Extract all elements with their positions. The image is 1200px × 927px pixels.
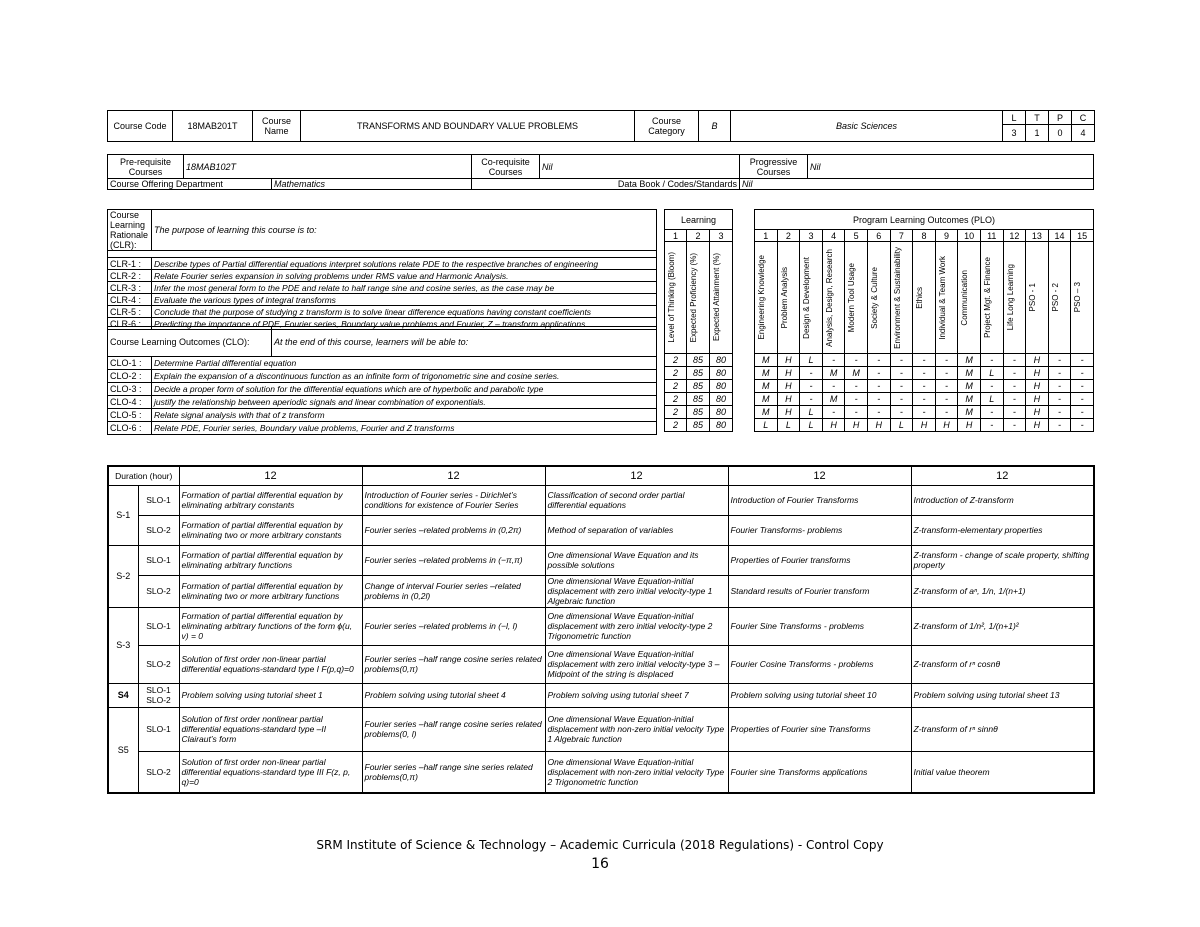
topic-cell: One dimensional Wave Equation-initial displacement with zero initial velocity-type 2 Trigonometric function — [545, 607, 728, 645]
plo-value: M — [822, 393, 845, 406]
plo-value: - — [980, 419, 1003, 432]
slo-label: SLO-1 — [138, 545, 179, 575]
plo-value: - — [1003, 393, 1026, 406]
plo-number: 13 — [1026, 230, 1049, 242]
plo-table — [754, 209, 1094, 432]
plo-value: - — [1071, 419, 1094, 432]
plo-value: H — [777, 367, 800, 380]
plo-value: H — [1026, 367, 1049, 380]
topic-cell: Method of separation of variables — [545, 515, 728, 545]
topic-cell: Solution of first order non-linear partial differential equations-standard type III F(z, p, q)=0 — [179, 751, 362, 793]
plo-value: H — [1026, 354, 1049, 367]
plo-value: - — [935, 380, 958, 393]
plo-value: H — [913, 419, 936, 432]
course-name-label: Course Name — [253, 111, 301, 142]
topic-cell: Solution of first order nonlinear partial differential equations-standard type –II Clairaut’s form — [179, 707, 362, 751]
learning-value: 85 — [687, 406, 710, 419]
course-header-table — [107, 110, 1095, 142]
plo-header: PSO - 1 — [1028, 283, 1038, 312]
topic-cell: Introduction of Fourier series - Dirichlet’s conditions for existence of Fourier Series — [362, 485, 545, 515]
plo-value: - — [1003, 380, 1026, 393]
plo-value: M — [958, 354, 981, 367]
plo-value: L — [890, 419, 913, 432]
learning-value: 80 — [710, 419, 733, 432]
plo-number: 7 — [890, 230, 913, 242]
duration-value: 12 — [911, 466, 1094, 485]
topic-cell: One dimensional Wave Equation-initial displacement with non-zero initial velocity Type 1 Algebraic function — [545, 707, 728, 751]
plo-value: - — [867, 354, 890, 367]
plo-number: 8 — [913, 230, 936, 242]
plo-value: M — [958, 406, 981, 419]
plo-header: Analysis, Design, Research — [824, 248, 834, 347]
plo-value: H — [1026, 419, 1049, 432]
session-label: S-3 — [108, 607, 138, 683]
databook-value: Nil — [740, 179, 1094, 190]
footer-text: SRM Institute of Science & Technology – Academic Curricula (2018 Regulations) - Control Copy — [316, 838, 884, 852]
ltpc-value: 3 — [1003, 125, 1026, 142]
duration-value: 12 — [728, 466, 911, 485]
learning-value: 85 — [687, 380, 710, 393]
topic-cell: Introduction of Fourier Transforms — [728, 485, 911, 515]
topic-cell: Fourier series –half range sine series related problems(0,π) — [362, 751, 545, 793]
plo-value: H — [777, 354, 800, 367]
plo-value: - — [913, 380, 936, 393]
plo-value: M — [822, 367, 845, 380]
topic-cell: Problem solving using tutorial sheet 1 — [179, 683, 362, 707]
plo-value: - — [935, 393, 958, 406]
prereq-label: Pre-requisite Courses — [108, 155, 184, 179]
plo-value: H — [958, 419, 981, 432]
plo-value: - — [867, 380, 890, 393]
plo-value: L — [980, 393, 1003, 406]
topic-cell: Formation of partial differential equation by eliminating arbitrary functions — [179, 545, 362, 575]
slo-label: SLO-2 — [138, 645, 179, 683]
plo-header: Modern Tool Usage — [847, 262, 857, 333]
plo-value: - — [1071, 367, 1094, 380]
topic-cell: Formation of partial differential equation by eliminating arbitrary constants — [179, 485, 362, 515]
plo-value: - — [913, 367, 936, 380]
plo-value: - — [1071, 393, 1094, 406]
course-category-label: Course Category — [635, 111, 699, 142]
plo-value: H — [1026, 406, 1049, 419]
learning-value: 2 — [665, 419, 687, 432]
dept-value: Mathematics — [272, 179, 472, 190]
course-code: 18MAB201T — [173, 111, 253, 142]
learning-value: 2 — [665, 393, 687, 406]
prereq-value: 18MAB102T — [184, 155, 472, 179]
plo-value: - — [935, 354, 958, 367]
plo-value: L — [755, 419, 778, 432]
clr-code: CLR-6 : — [108, 318, 152, 330]
session-label: S4 — [108, 683, 138, 707]
topic-cell: Fourier Transforms- problems — [728, 515, 911, 545]
topic-cell: One dimensional Wave Equation and its possible solutions — [545, 545, 728, 575]
plo-value: - — [867, 367, 890, 380]
clr-title: Course Learning Rationale (CLR): — [108, 210, 152, 251]
slo-label: SLO-1 — [138, 607, 179, 645]
topic-cell: Fourier series –half range cosine series related problems(0, l) — [362, 707, 545, 751]
plo-number: 5 — [845, 230, 868, 242]
topic-cell: One dimensional Wave Equation-initial displacement with zero initial velocity-type 1 Algebraic function — [545, 575, 728, 607]
duration-value: 12 — [545, 466, 728, 485]
plo-header: PSO - 2 — [1050, 283, 1060, 312]
plo-value: M — [755, 406, 778, 419]
learning-number: 3 — [710, 230, 733, 242]
learning-value: 80 — [710, 380, 733, 393]
plo-value: - — [800, 367, 823, 380]
learning-value: 2 — [665, 354, 687, 367]
learning-value: 2 — [665, 367, 687, 380]
slo-label: SLO-1 — [138, 485, 179, 515]
plo-value: - — [890, 380, 913, 393]
ltpc-label: T — [1026, 111, 1049, 125]
plo-header: Life Long Learning — [1005, 264, 1015, 331]
plo-value: - — [935, 406, 958, 419]
session-label: S5 — [108, 707, 138, 793]
learning-header: Expected Proficiency (%) — [689, 252, 698, 343]
databook-label: Data Book / Codes/Standards — [472, 179, 740, 190]
coreq-label: Co-requisite Courses — [472, 155, 540, 179]
ltpc-value: 1 — [1026, 125, 1049, 142]
slo-label: SLO-1 — [138, 707, 179, 751]
slo-label: SLO-2 — [138, 515, 179, 545]
clr-text: Relate Fourier series expansion in solving problems under RMS value and Harmonic Analysis. — [152, 270, 657, 282]
plo-value: L — [800, 406, 823, 419]
topic-cell: Classification of second order partial differential equations — [545, 485, 728, 515]
session-label: S-2 — [108, 545, 138, 607]
learning-value: 85 — [687, 393, 710, 406]
topic-cell: Properties of Fourier sine Transforms — [728, 707, 911, 751]
plo-value: - — [1003, 354, 1026, 367]
clo-code: CLO-1 : — [108, 357, 152, 370]
plo-value: L — [800, 419, 823, 432]
plo-header: Communication — [960, 269, 970, 326]
plo-value: - — [1048, 367, 1071, 380]
topic-cell: One dimensional Wave Equation-initial displacement with non-zero initial velocity Type 2 Trigonometric function — [545, 751, 728, 793]
topic-cell: Fourier Cosine Transforms - problems — [728, 645, 911, 683]
plo-value: H — [777, 406, 800, 419]
category-name: Basic Sciences — [731, 111, 1003, 142]
plo-value: - — [1003, 419, 1026, 432]
learning-number: 1 — [665, 230, 687, 242]
dept-label: Course Offering Department — [108, 179, 272, 190]
plo-number: 11 — [980, 230, 1003, 242]
topic-cell: Z-transform of rⁿ cosnθ — [911, 645, 1094, 683]
topic-cell: Z-transform of rⁿ sinnθ — [911, 707, 1094, 751]
topic-cell: Fourier Sine Transforms - problems — [728, 607, 911, 645]
clr-text: Infer the most general form to the PDE and relate to half range sine and cosine series, as the case may be — [152, 282, 657, 294]
plo-header: PSO – 3 — [1073, 282, 1083, 313]
duration-value: 12 — [179, 466, 362, 485]
ltpc-label: P — [1049, 111, 1072, 125]
plo-header: Society & Culture — [869, 266, 879, 329]
clo-text: Decide a proper form of solution for the differential equations which are of hyperbolic and parabolic type — [152, 383, 657, 396]
slo-label: SLO-2 — [138, 575, 179, 607]
plo-title: Program Learning Outcomes (PLO) — [755, 210, 1094, 230]
plo-value: H — [777, 393, 800, 406]
plo-value: - — [1048, 380, 1071, 393]
learning-number: 2 — [687, 230, 710, 242]
topic-cell: Initial value theorem — [911, 751, 1094, 793]
topic-cell: Solution of first order non-linear partial differential equations-standard type I F(p,q)=0 — [179, 645, 362, 683]
duration-label: Duration (hour) — [108, 466, 179, 485]
clo-intro: At the end of this course, learners will be able to: — [272, 327, 657, 357]
topic-cell: Problem solving using tutorial sheet 13 — [911, 683, 1094, 707]
plo-value: - — [1003, 406, 1026, 419]
plo-value: - — [1003, 367, 1026, 380]
clo-table — [107, 326, 657, 435]
slo-label: SLO-2 — [138, 751, 179, 793]
topic-cell: Fourier series –half range cosine series related problems(0,π) — [362, 645, 545, 683]
plo-value: - — [913, 406, 936, 419]
topic-cell: Fourier series –related problems in (−π,π) — [362, 545, 545, 575]
topic-cell: Z-transform - change of scale property, shifting property — [911, 545, 1094, 575]
topic-cell: Z-transform-elementary properties — [911, 515, 1094, 545]
topic-cell: Z-transform of aⁿ, 1/n, 1/(n+1) — [911, 575, 1094, 607]
plo-value: - — [980, 380, 1003, 393]
plo-value: - — [980, 354, 1003, 367]
slo-label: SLO-1 SLO-2 — [138, 683, 179, 707]
plo-value: M — [755, 380, 778, 393]
clo-text: Determine Partial differential equation — [152, 357, 657, 370]
topic-cell: Problem solving using tutorial sheet 7 — [545, 683, 728, 707]
clr-code: CLR-4 : — [108, 294, 152, 306]
plo-value: M — [755, 393, 778, 406]
progressive-value: Nil — [808, 155, 1094, 179]
ltpc-label: L — [1003, 111, 1026, 125]
learning-value: 85 — [687, 419, 710, 432]
session-label: S-1 — [108, 485, 138, 545]
plo-value: - — [913, 393, 936, 406]
course-category: B — [699, 111, 731, 142]
clr-code: CLR-1 : — [108, 258, 152, 270]
learning-value: 2 — [665, 380, 687, 393]
progressive-label: Progressive Courses — [740, 155, 808, 179]
topic-cell: Standard results of Fourier transform — [728, 575, 911, 607]
clo-title: Course Learning Outcomes (CLO): — [108, 327, 272, 357]
clr-text: Conclude that the purpose of studying z transform is to solve linear difference equations having constant coefficients — [152, 306, 657, 318]
topic-cell: Change of interval Fourier series –related problems in (0,2l) — [362, 575, 545, 607]
plo-value: - — [845, 406, 868, 419]
plo-value: H — [935, 419, 958, 432]
plo-value: - — [1048, 393, 1071, 406]
clr-intro: The purpose of learning this course is to: — [152, 210, 657, 251]
topic-cell: Properties of Fourier transforms — [728, 545, 911, 575]
plo-value: - — [1071, 406, 1094, 419]
clr-code: CLR-3 : — [108, 282, 152, 294]
plo-number: 15 — [1071, 230, 1094, 242]
plo-value: M — [958, 393, 981, 406]
topic-cell: Problem solving using tutorial sheet 10 — [728, 683, 911, 707]
plo-number: 10 — [958, 230, 981, 242]
learning-title: Learning — [665, 210, 733, 230]
plo-value: - — [890, 393, 913, 406]
plo-value: - — [1048, 354, 1071, 367]
plo-number: 14 — [1048, 230, 1071, 242]
plo-value: - — [845, 354, 868, 367]
clr-text: Predicting the importance of PDE, Fourier series, Boundary value problems and Fourier, Z – transform applications — [152, 318, 657, 330]
topic-cell: Fourier series –related problems in (−l, l) — [362, 607, 545, 645]
clo-code: CLO-2 : — [108, 370, 152, 383]
learning-value: 2 — [665, 406, 687, 419]
plo-value: M — [755, 367, 778, 380]
plo-number: 4 — [822, 230, 845, 242]
clr-text: Evaluate the various types of integral transforms — [152, 294, 657, 306]
plo-value: - — [890, 354, 913, 367]
plo-value: - — [800, 393, 823, 406]
plo-value: H — [845, 419, 868, 432]
page-number: 16 — [591, 856, 609, 872]
plo-value: M — [958, 380, 981, 393]
plo-header: Problem Analysis — [779, 266, 789, 329]
plo-value: - — [980, 406, 1003, 419]
clo-code: CLO-5 : — [108, 409, 152, 422]
plo-value: - — [1048, 419, 1071, 432]
topic-cell: Formation of partial differential equation by eliminating two or more arbitrary constants — [179, 515, 362, 545]
clr-code: CLR-5 : — [108, 306, 152, 318]
clo-code: CLO-6 : — [108, 422, 152, 435]
learning-header: Expected Attainment (%) — [712, 253, 721, 342]
plo-header: Ethics — [915, 286, 925, 309]
course-name: TRANSFORMS AND BOUNDARY VALUE PROBLEMS — [301, 111, 635, 142]
plo-header: Environment & Sustainability — [892, 246, 902, 349]
clo-code: CLO-4 : — [108, 396, 152, 409]
learning-header: Level of Thinking (Bloom) — [667, 252, 676, 343]
topic-cell: Formation of partial differential equation by eliminating arbitrary functions of the form ϕ(u, v) = 0 — [179, 607, 362, 645]
clo-text: Relate PDE, Fourier series, Boundary value problems, Fourier and Z transforms — [152, 422, 657, 435]
plo-number: 2 — [777, 230, 800, 242]
plo-header: Engineering Knowledge — [757, 255, 766, 340]
clr-table — [107, 209, 657, 330]
plo-header: Design & Development — [802, 256, 812, 339]
plo-value: - — [913, 354, 936, 367]
plo-value: - — [800, 380, 823, 393]
plo-value: - — [822, 380, 845, 393]
learning-value: 85 — [687, 367, 710, 380]
plo-value: L — [777, 419, 800, 432]
learning-value: 80 — [710, 406, 733, 419]
topic-cell: Problem solving using tutorial sheet 4 — [362, 683, 545, 707]
plo-value: - — [822, 354, 845, 367]
plo-number: 1 — [755, 230, 778, 242]
clr-text: Describe types of Partial differential equations interpret solutions relate PDE to the respective branches of engineering — [152, 258, 657, 270]
plo-value: - — [1071, 354, 1094, 367]
plo-value: - — [890, 367, 913, 380]
plo-value: M — [755, 354, 778, 367]
plo-number: 12 — [1003, 230, 1026, 242]
ltpc-value: 4 — [1072, 125, 1095, 142]
topic-cell: One dimensional Wave Equation-initial displacement with zero initial velocity-type 3 – Midpoint of the string is displaced — [545, 645, 728, 683]
learning-value: 85 — [687, 354, 710, 367]
plo-value: H — [1026, 393, 1049, 406]
plo-value: - — [890, 406, 913, 419]
plo-number: 3 — [800, 230, 823, 242]
topic-cell: Fourier series –related problems in (0,2π) — [362, 515, 545, 545]
ltpc-label: C — [1072, 111, 1095, 125]
plo-value: L — [980, 367, 1003, 380]
plo-value: - — [822, 406, 845, 419]
plo-number: 9 — [935, 230, 958, 242]
topic-cell: Formation of partial differential equation by eliminating two or more arbitrary functions — [179, 575, 362, 607]
plo-value: - — [867, 406, 890, 419]
learning-value: 80 — [710, 354, 733, 367]
ltpc-value: 0 — [1049, 125, 1072, 142]
plo-value: - — [935, 367, 958, 380]
clo-text: Relate signal analysis with that of z transform — [152, 409, 657, 422]
topic-cell: Z-transform of 1/n², 1/(n+1)² — [911, 607, 1094, 645]
topic-cell: Introduction of Z-transform — [911, 485, 1094, 515]
plo-value: H — [777, 380, 800, 393]
plo-value: H — [1026, 380, 1049, 393]
plo-value: - — [1048, 406, 1071, 419]
plo-value: M — [845, 367, 868, 380]
plo-number: 6 — [867, 230, 890, 242]
clr-code: CLR-2 : — [108, 270, 152, 282]
plo-header: Individual & Team Work — [937, 255, 947, 340]
plo-value: H — [867, 419, 890, 432]
clo-text: justify the relationship between aperiodic signals and linear combination of exponentials. — [152, 396, 657, 409]
topic-cell: Fourier sine Transforms applications — [728, 751, 911, 793]
learning-value: 80 — [710, 393, 733, 406]
clo-text: Explain the expansion of a discontinuous function as an infinite form of trigonometric sine and cosine series. — [152, 370, 657, 383]
plo-value: - — [867, 393, 890, 406]
plo-value: - — [845, 380, 868, 393]
clo-code: CLO-3 : — [108, 383, 152, 396]
plo-header: Project Mgt. & Finance — [982, 257, 992, 338]
plo-value: - — [845, 393, 868, 406]
course-code-label: Course Code — [108, 111, 173, 142]
learning-value: 80 — [710, 367, 733, 380]
schedule-table — [107, 465, 1095, 794]
plo-value: L — [800, 354, 823, 367]
prereq-table — [107, 154, 1094, 190]
coreq-value: Nil — [540, 155, 740, 179]
plo-value: - — [1071, 380, 1094, 393]
plo-value: M — [958, 367, 981, 380]
duration-value: 12 — [362, 466, 545, 485]
plo-value: H — [822, 419, 845, 432]
learning-table — [664, 209, 733, 432]
